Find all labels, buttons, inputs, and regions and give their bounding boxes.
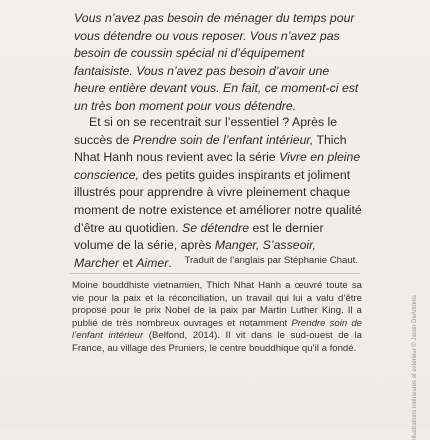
translation-credit: Traduit de l’anglais par Stéphanie Chaut. bbox=[184, 255, 358, 266]
section-divider bbox=[70, 273, 360, 274]
description-text: et bbox=[119, 255, 137, 270]
intro-quote: Vous n’avez pas besoin de ménager du temps pour vous détendre ou vous reposer. Vous n’avez pas besoin de coussin spécial ni d’équipement fantaisiste. Vous n’avez pas besoin d’avoir une heure entière devant vous. En fait, ce moment-ci est un très bon moment pour vous détendre. bbox=[74, 11, 359, 113]
description-text: . bbox=[168, 255, 172, 270]
book-title-reference: Prendre soin de l’enfant intérieur, bbox=[132, 132, 314, 147]
bio-text: Moine bouddhiste vietnamien, Thich Nhat Hanh a œuvré toute sa vie pour la paix et la réconciliation, un travail qui lui a valu d’être proposé pour le prix Nobel de la paix par Martin Luther King. Il a publié de très nombreux ouvrages et notamment bbox=[72, 280, 362, 329]
volume-title: Se détendre bbox=[182, 220, 250, 235]
series-title: Vivre en pleine conscience, bbox=[74, 150, 361, 182]
description-text: Et si on se recentrait sur l’essentiel ? Après le succès de bbox=[74, 115, 338, 147]
previous-volumes: Manger, S’asseoir, Marcher bbox=[74, 238, 316, 270]
bio-text: (Belfond, 2014). Il vit dans le sud-ouest de la France, au village des Pruniers, le centre bouddhique qu’il a fondé. bbox=[72, 330, 362, 354]
description-text: des petits guides inspirants et joliment illustrés pour apprendre à vivre pleinement chaque moment de notre existence et améliorer notre qualité d’être au quotidien. bbox=[74, 167, 362, 235]
illustration-credit: Illustrations intérieures et extérieur © Jason DeAntonis bbox=[412, 295, 418, 440]
bio-book-title: Prendre soin de l’enfant intérieur bbox=[72, 317, 362, 342]
author-biography bbox=[72, 280, 362, 356]
description-paragraph bbox=[74, 114, 364, 272]
description-text: est le dernier volume de la série, après bbox=[74, 220, 324, 253]
previous-volume-last: Aimer bbox=[136, 255, 169, 270]
description-text: Thich Nhat Hanh nous revient avec la série bbox=[74, 132, 347, 165]
